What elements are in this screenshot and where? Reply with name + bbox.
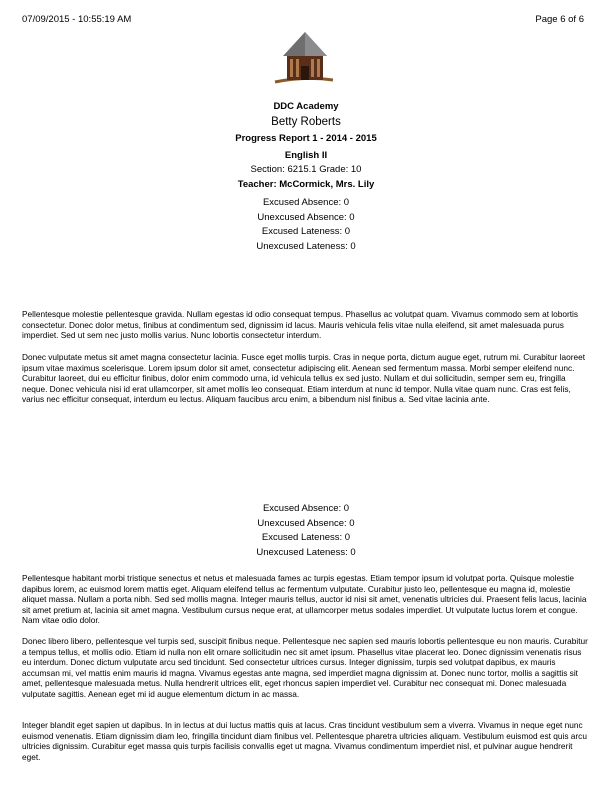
- excused-lateness: Excused Lateness: 0: [261, 226, 351, 237]
- unexcused-lateness: Unexcused Lateness: 0: [256, 240, 356, 252]
- unexcused-absence: Unexcused Absence: 0: [257, 211, 355, 223]
- excused-absence: Excused Absence: 0: [262, 197, 350, 208]
- print-timestamp: 07/09/2015 - 10:55:19 AM: [22, 14, 132, 25]
- comment-paragraph: Pellentesque molestie pellentesque gravida. Nullam egestas id odio consequat tempus. Phasellus ac volutpat quam. Vivamus commodo sem at lobortis consectetur. Donec dolor metus, finibus at condimentum sed, dignissim id lacus. Mauris vehicula felis vitae nulla eleifend, sit amet malesuada purus imperdiet. Sed ut sem nec justo mollis varius. Nunc lobortis consectetur interdum.: [22, 309, 579, 340]
- comment-paragraph: Pellentesque habitant morbi tristique senectus et netus et malesuada fames ac turpis egestas. Etiam tempor ipsum id volutpat porta. Quisque molestie dapibus lorem, ac euismod lorem mattis eget. Aliquam eleifend tellus ac fermentum vulputate. Curabitur justo leo, pellentesque eu magna id, molestie aliquet massa. Nullam a porta nibh. Sed sed mollis magna. Integer mauris tellus, auctor id nisi sit amet, venenatis ultricies dui. Praesent felis lacus, lacinia sit amet pretium at, lacinia sit amet magna. Vestibulum cursus neque erat, at ullamcorper metus sodales imperdiet. Ut vulputate luctus lorem et congue. Nam vitae odio dolor.: [22, 573, 587, 625]
- report-title: Progress Report 1 - 2014 - 2015: [235, 133, 377, 144]
- attendance-block: [0, 196, 612, 254]
- comment-paragraph: Donec libero libero, pellentesque vel turpis sed, suscipit finibus neque. Pellentesque nec sapien sed mauris lobortis pellentesque eu non mauris. Curabitur a tempus tellus, et mollis odio. Etiam id nulla non elit ornare sollicitudin nec sit amet ipsum. Phasellus vitae placerat leo. Donec dignissim venenatis risus eu interdum. Donec dictum vulputate arcu sed tincidunt. Sed consectetur ultrices cursus. Integer dignissim, turpis sed volutpat dapibus, ex mauris accumsan mi, vel mattis enim mauris id magna. Vivamus egestas ante magna, sed imperdiet magna dignissim at. Donec nunc tortor, mollis a sagittis sit amet, pellentesque malesuada metus. Nulla hendrerit ultrices elit, eget rhoncus sapien imperdiet vel. Curabitur nec consequat mi. Donec malesuada vulputate sagittis. Aenean eget mi id augue elementum dictum in ac massa.: [22, 636, 588, 699]
- unexcused-absence: Unexcused Absence: 0: [257, 517, 355, 529]
- student-name: Betty Roberts: [271, 116, 341, 128]
- school-name: DDC Academy: [273, 101, 339, 112]
- page-number: Page 6 of 6: [535, 14, 584, 25]
- excused-absence: Excused Absence: 0: [262, 503, 350, 514]
- comment-paragraph: Integer blandit eget sapien ut dapibus. In in lectus at dui luctus mattis quis at lacus. Cras tincidunt vestibulum sem a viverra. Vivamus in neque eget nunc euismod venenatis. Etiam dignissim diam leo, fringilla tincidunt diam finibus vel. Pellentesque pharetra ultricies aliquam. Vestibulum euismod est quis arcu ultricies dignissim. Curabitur eget massa quis turpis facilisis convallis eget ut magna. Vivamus condimentum imperdiet nisl, et pulvinar augue hendrerit eget.: [22, 720, 587, 762]
- teacher-name: Teacher: McCormick, Mrs. Lily: [237, 179, 375, 190]
- school-logo: [273, 30, 337, 88]
- course-name: English II: [284, 150, 328, 161]
- attendance-block: [0, 502, 612, 560]
- comment-paragraph: Donec vulputate metus sit amet magna consectetur lacinia. Fusce eget mollis turpis. Cras in neque porta, dictum augue eget, rutrum mi. Curabitur laoreet ipsum vitae maximus scelerisque. Lorem ipsum dolor sit amet, consectetur adipiscing elit. Aenean sed fermentum massa. Morbi semper eleifend nunc. Curabitur laoreet, dui eu efficitur finibus, dolor enim commodo urna, id vehicula tellus ex sed justo. Nullam et dui sollicitudin, semper sem eu, fringilla neque. Donec vehicula nisi id erat ullamcorper, sit amet mollis leo consequat. Etiam interdum at nunc id tempor. Nulla vitae quam nunc. Cras est felis, varius nec efficitur consequat, interdum eu lectus. Aliquam faucibus arcu enim, a bibendum nisl finibus a. Sed vitae lacinia ante.: [22, 352, 586, 404]
- section-grade: Section: 6215.1 Grade: 10: [250, 164, 362, 175]
- unexcused-lateness: Unexcused Lateness: 0: [256, 546, 356, 558]
- excused-lateness: Excused Lateness: 0: [261, 532, 351, 543]
